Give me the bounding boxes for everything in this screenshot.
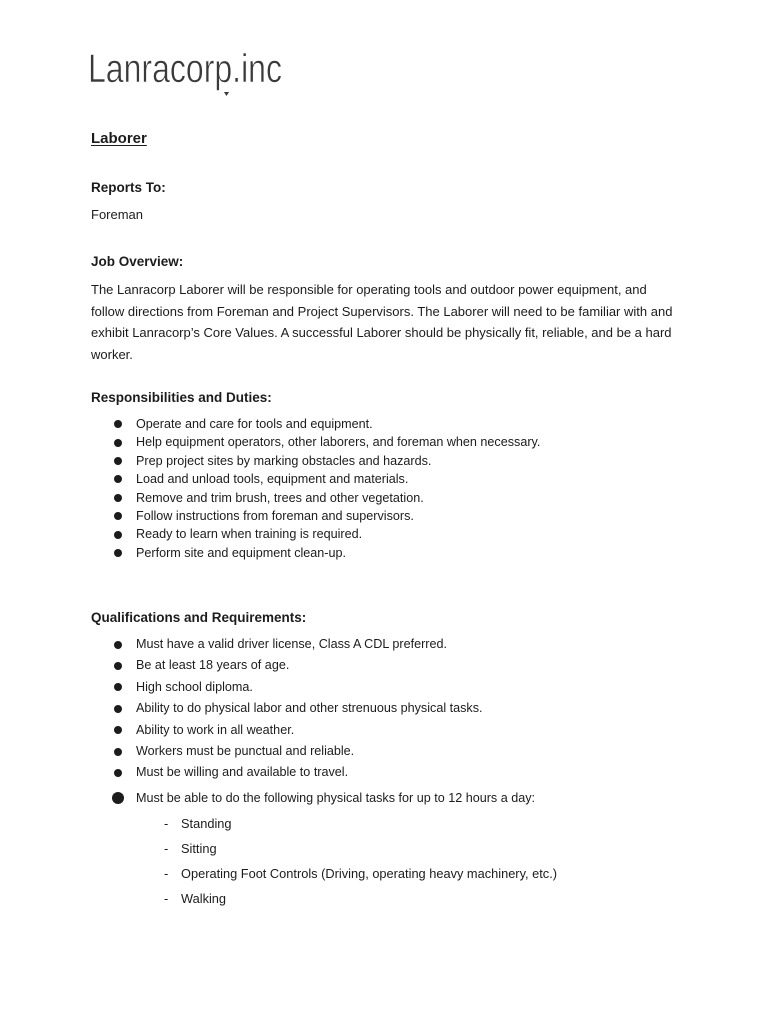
- bullet-icon: [114, 531, 122, 539]
- bullet-icon: [114, 475, 122, 483]
- qualifications-heading: Qualifications and Requirements:: [91, 610, 307, 625]
- list-item: Ability to do physical labor and other strenuous physical tasks.: [91, 698, 535, 719]
- bullet-icon: [114, 420, 122, 428]
- dash-icon: -: [164, 891, 169, 906]
- bullet-icon: [112, 792, 124, 804]
- reports-to-heading: Reports To:: [91, 180, 166, 195]
- qualifications-list: [91, 634, 535, 810]
- list-item: Help equipment operators, other laborers, and foreman when necessary.: [91, 433, 540, 451]
- bullet-icon: [114, 549, 122, 557]
- list-item: - Standing: [164, 811, 557, 836]
- lanracorp-logo: [88, 48, 288, 100]
- bullet-icon: [114, 641, 122, 649]
- bullet-icon: [114, 769, 122, 777]
- list-item: Prep project sites by marking obstacles and hazards.: [91, 452, 540, 470]
- list-item: Follow instructions from foreman and supervisors.: [91, 507, 540, 525]
- bullet-icon: [114, 494, 122, 502]
- job-title: Laborer: [91, 130, 147, 147]
- responsibilities-list: [91, 415, 540, 562]
- dash-icon: -: [164, 816, 169, 831]
- bullet-icon: [114, 726, 122, 734]
- list-item: - Operating Foot Controls (Driving, operating heavy machinery, etc.): [164, 861, 557, 886]
- bullet-icon: [114, 512, 122, 520]
- job-overview-text: The Lanracorp Laborer will be responsible for operating tools and outdoor power equipment, and follow directions from Foreman and Project Supervisors. The Laborer will need to be familiar with and exhibit Lanracorp’s Core Values. A successful Laborer should be physically fit, reliable, and be a hard worker.: [91, 282, 673, 362]
- dash-icon: -: [164, 841, 169, 856]
- list-item: Must be willing and available to travel.: [91, 762, 535, 783]
- list-item: - Sitting: [164, 836, 557, 861]
- list-item: - Walking: [164, 886, 557, 911]
- bullet-icon: [114, 748, 122, 756]
- list-item: Operate and care for tools and equipment.: [91, 415, 540, 433]
- bullet-icon: [114, 705, 122, 713]
- list-item: Perform site and equipment clean-up.: [91, 544, 540, 562]
- bullet-icon: [114, 683, 122, 691]
- bullet-icon: [114, 439, 122, 447]
- responsibilities-heading: Responsibilities and Duties:: [91, 390, 272, 405]
- job-overview-heading: Job Overview:: [91, 254, 184, 269]
- svg-text:Lanracorp.inc: Lanracorp.inc: [88, 47, 282, 91]
- list-item: Must be able to do the following physical tasks for up to 12 hours a day:: [91, 786, 535, 810]
- list-item: High school diploma.: [91, 677, 535, 698]
- list-item: Ready to learn when training is required.: [91, 525, 540, 543]
- physical-tasks-list: [164, 811, 557, 911]
- list-item: Load and unload tools, equipment and materials.: [91, 470, 540, 488]
- reports-to-value: Foreman: [91, 207, 144, 222]
- list-item: Must have a valid driver license, Class A CDL preferred.: [91, 634, 535, 655]
- bullet-icon: [114, 662, 122, 670]
- list-item: Be at least 18 years of age.: [91, 655, 535, 676]
- dash-icon: -: [164, 866, 169, 881]
- list-item: Remove and trim brush, trees and other vegetation.: [91, 489, 540, 507]
- list-item: Ability to work in all weather.: [91, 720, 535, 741]
- list-item: Workers must be punctual and reliable.: [91, 741, 535, 762]
- bullet-icon: [114, 457, 122, 465]
